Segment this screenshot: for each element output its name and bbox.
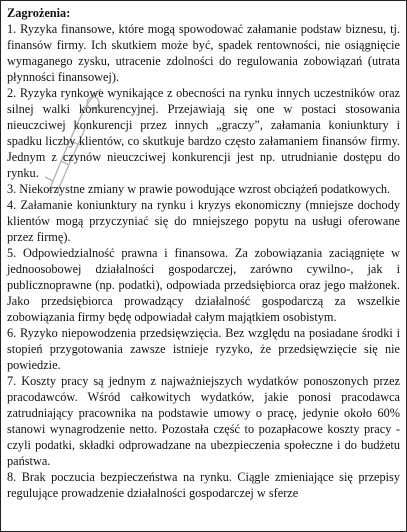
threat-item-7: 7. Koszty pracy są jednym z najważniejszych wydatków ponoszonych przez pracodawców. Wśród całkowitych wydatków, jakie ponosi pracodawca zatrudniający pracownika na podstawie umowy o pracę, jedynie około 60% stanowi wynagrodzenie netto. Pozostała część to pozapłacowe koszty pracy - czyli podatki, składki odprowadzane na ubezpieczenia społeczne i do budżetu państwa. bbox=[7, 374, 400, 468]
threat-item-4: 4. Załamanie koniunktury na rynku i kryzys ekonomiczny (mniejsze dochody klientów mogą przyczyniać się do mniejszego popytu na usługi oferowane przez firmę). bbox=[7, 198, 400, 244]
threat-item-3: 3. Niekorzystne zmiany w prawie powodujące wzrost obciążeń podatkowych. bbox=[7, 182, 391, 196]
section-heading: Zagrożenia: bbox=[7, 6, 71, 20]
threat-item-8: 8. Brak poczucia bezpieczeństwa na rynku. Ciągle zmieniające się przepisy regulujące prowadzenie działalności gospodarczej w sferze bbox=[7, 470, 400, 500]
threat-item-5: 5. Odpowiedzialność prawna i finansowa. Za zobowiązania zaciągnięte w jednoosobowej działalności gospodarczej, zarówno cywilno-, jak i publicznoprawne (np. podatki), odpowiada przedsiębiorca oraz jego małżonek. Jako przedsiębiorca prowadzący działalność gospodarczą za wszelkie zobowiązania firmy będę odpowiadał całym majątkiem osobistym. bbox=[7, 246, 400, 324]
threat-item-6: 6. Ryzyko niepowodzenia przedsięwzięcia. Bez względu na posiadane środki i stopień przygotowania zawsze istnieje ryzyko, że przedsięwzięcie się nie powiedzie. bbox=[7, 326, 400, 372]
threat-item-2: 2. Ryzyka rynkowe wynikające z obecności na rynku innych uczestników oraz silnej walki konkurencyjnej. Przejawiają się one w postaci stosowania nieuczciwej konkurencji przez innych „graczy”, załamania koniunktury i spadku liczby klientów, co skutkuje bardzo często załamaniem finansów firmy. Jednym z czynów nieuczciwej konkurencji jest np. utrudnianie dostępu do rynku. bbox=[7, 86, 400, 180]
threat-item-1: 1. Ryzyka finansowe, które mogą spowodować załamanie podstaw biznesu, tj. finansów firmy. Ich skutkiem może być, spadek rentowności, nie osiągnięcie wymaganego zysku, utracenie zdolności do regulowania zobowiązań (utrata płynności finansowej). bbox=[7, 22, 400, 84]
